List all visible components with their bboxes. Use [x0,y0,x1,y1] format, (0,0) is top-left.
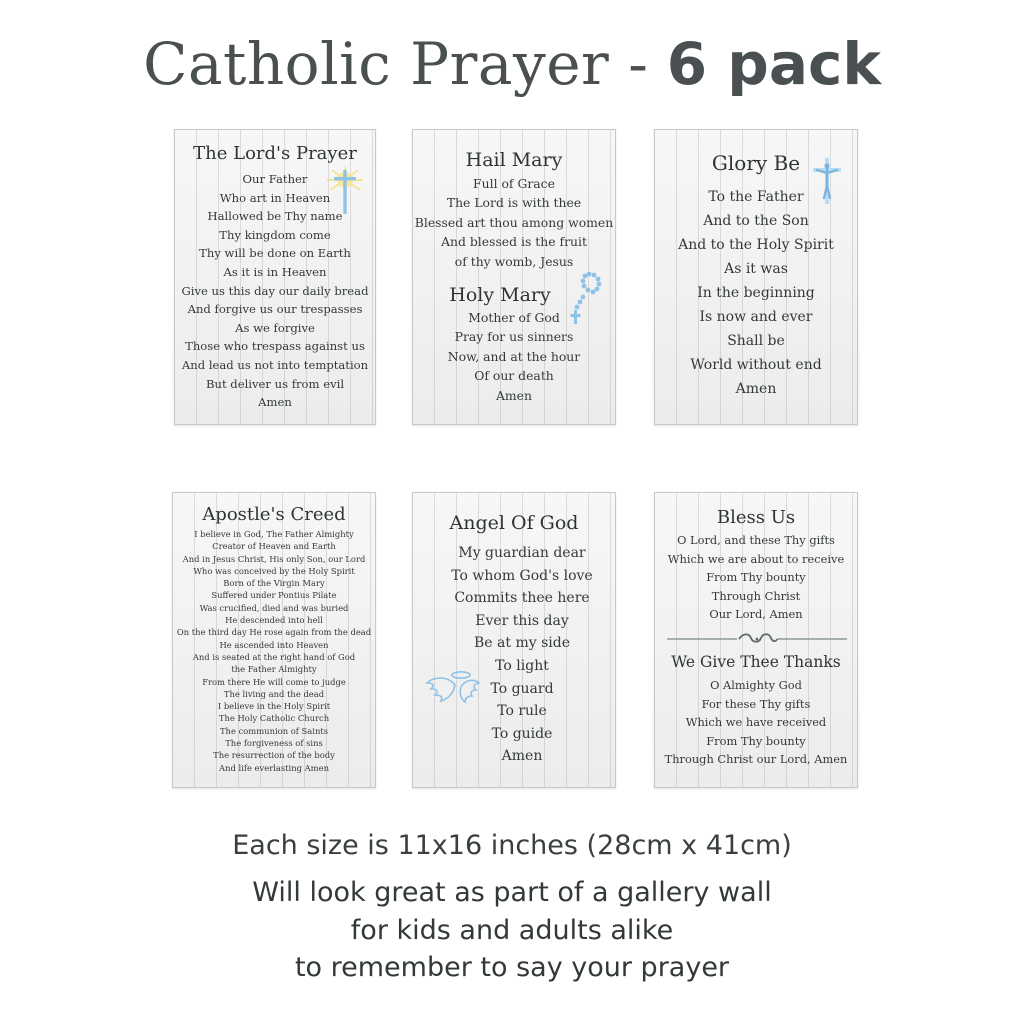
prayer-lines [421,542,616,768]
prayer-line: And is seated at the right hand of God [192,651,356,662]
title-part-2: 6 pack [666,30,881,98]
prayer-line: And lead us not into temptation [181,357,369,372]
card-title: Apostle's Creed [202,504,346,525]
prayer-line: To guard [490,680,554,697]
prayer-line: Of our death [474,368,554,384]
prayer-line: Thy kingdom come [219,227,331,242]
prayer-line: Amen [258,395,292,410]
prayer-line: Hallowed be Thy name [207,209,343,224]
prayer-line: Pray for us sinners [454,329,574,345]
prayer-line: Those who trespass against us [185,339,365,354]
prayer-line: Creator of Heaven and Earth [212,541,336,552]
prayer-lines [413,174,615,271]
card-title: Angel Of God [449,512,579,534]
prayer-line: And to the Holy Spirit [678,237,834,253]
prayer-line: World without end [690,357,822,373]
prayer-line: Born of the Virgin Mary [223,578,325,589]
prayer-lines [655,185,857,401]
prayer-lines [655,676,857,769]
prayer-line: To whom God's love [451,567,593,584]
title-part-1: Catholic Prayer - [143,30,649,98]
prayer-line: Who art in Heaven [219,190,331,205]
prayer-line: Mother of God [468,310,560,325]
pitch-line: to remember to say your prayer [294,952,730,983]
card-subtitle: Holy Mary [449,284,551,306]
pitch-line: for kids and adults alike [350,914,674,946]
pitch-line: Will look great as part of a gallery wall [252,877,772,908]
prayer-card-lords-prayer [174,129,376,425]
prayer-line: He ascended into Heaven [219,639,329,650]
prayer-line: Thy will be done on Earth [199,246,351,261]
prayer-line: Our Lord, Amen [709,607,803,621]
prayer-line: Which we are about to receive [667,551,845,566]
prayer-line: And blessed is the fruit [441,234,587,250]
prayer-line: Through Christ [711,588,801,603]
ornamental-divider-icon [667,631,847,647]
prayer-line: the Father Almighty [231,664,317,675]
prayer-line: I believe in the Holy Spirit [217,701,331,712]
prayer-line: Through Christ our Lord, Amen [664,752,848,766]
prayer-line: Who was conceived by the Holy Spirit [193,565,355,576]
prayer-card-hail-mary [412,129,616,425]
prayer-line: Shall be [727,333,785,349]
prayer-line: Suffered under Pontius Pilate [211,590,337,601]
size-caption: Each size is 11x16 inches (28cm x 41cm) [232,830,792,861]
prayer-line: The living and the dead [223,688,325,699]
prayer-card-bless-us [654,492,858,788]
pitch-caption [0,874,1024,987]
prayer-line: From Thy bounty [706,570,806,584]
prayer-lines [413,308,615,405]
prayer-line: Amen [501,748,543,765]
prayer-card-angel-of-god [412,492,616,788]
page-title [0,26,1024,102]
prayer-line: As it was [724,261,788,277]
prayer-line: Our Father [242,172,308,186]
prayer-line: But deliver us from evil [205,376,345,391]
prayer-line: The resurrection of the body [213,750,335,761]
prayer-line: The forgiveness of sins [225,738,323,749]
prayer-line: O Lord, and these Thy gifts [677,533,835,547]
prayer-line: My guardian dear [458,545,586,561]
prayer-line: Amen [735,381,777,397]
prayer-line: Now, and at the hour [447,348,581,364]
prayer-line: Was crucified, died and was buried [199,602,349,613]
prayer-line: To the Father [708,189,804,205]
prayer-line: Commits thee here [454,590,590,607]
prayer-line: And in Jesus Christ, His only Son, our Lord [182,553,366,564]
card-title: Bless Us [716,507,796,528]
card-title: The Lord's Prayer [193,143,357,164]
prayer-line: And life everlasting Amen [219,762,329,773]
prayer-line: The Holy Catholic Church [218,713,330,724]
prayer-line: Be at my side [474,635,570,652]
prayer-line: Amen [495,387,532,403]
prayer-line: And to the Son [703,213,809,229]
prayer-card-glory-be [654,129,858,425]
prayer-lines [173,528,375,774]
prayer-card-apostles-creed [172,492,376,788]
prayer-line: O Almighty God [710,678,802,692]
prayer-line: The Lord is with thee [446,195,582,211]
prayer-line: To light [495,657,549,674]
prayer-line: And forgive us our trespasses [187,302,363,317]
prayer-lines [655,531,857,624]
prayer-line: For these Thy gifts [701,696,811,711]
prayer-line: of thy womb, Jesus [454,253,574,269]
card-title: Hail Mary [465,149,563,171]
prayer-line: I believe in God, The Father Almighty [194,529,354,539]
prayer-line: Ever this day [475,612,569,629]
prayer-line: To guide [491,725,553,742]
prayer-line: From Thy bounty [706,733,806,748]
prayer-line: Full of Grace [473,176,555,191]
prayer-line: As it is in Heaven [223,264,327,279]
prayer-line: From there He will come to judge [202,676,346,687]
prayer-line: On the third day He rose again from the dead [176,627,372,638]
prayer-line: He descended into hell [225,615,323,626]
prayer-lines [175,170,375,412]
prayer-line: To rule [497,703,547,720]
card-title: Glory Be [711,151,801,175]
card-subtitle: We Give Thee Thanks [671,653,841,671]
prayer-line: In the beginning [697,285,815,301]
prayer-line: Which we have received [685,715,827,729]
prayer-line: Is now and ever [699,309,813,325]
prayer-line: Blessed art thou among women [414,214,614,230]
prayer-line: Give us this day our daily bread [181,283,369,298]
prayer-line: As we forgive [235,320,315,335]
prayer-line: The communion of Saints [219,725,329,736]
